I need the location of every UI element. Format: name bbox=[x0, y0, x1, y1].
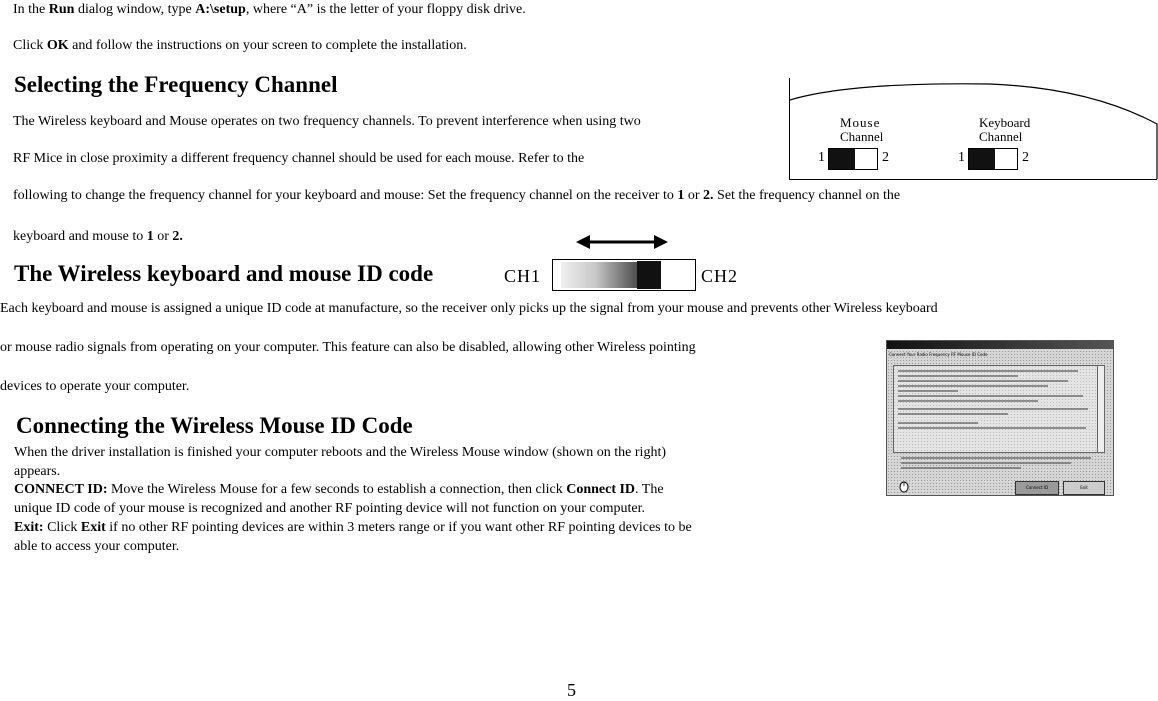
text-run: Click bbox=[43, 520, 81, 535]
intro-line-1 bbox=[13, 2, 526, 18]
connect-line-1: When the driver installation is finished your computer reboots and the Wireless Mouse window (shown on the right) bbox=[14, 445, 666, 460]
label-text: Mouse bbox=[840, 115, 881, 130]
label-text: Channel bbox=[979, 129, 1023, 144]
dialog-instructions-panel bbox=[893, 365, 1105, 453]
keyboard-ch-2: 2 bbox=[1022, 150, 1029, 165]
mouse-icon bbox=[897, 479, 911, 493]
connect-line-3 bbox=[14, 482, 664, 498]
id-line-2: or mouse radio signals from operating on your computer. This feature can also be disabled, allowing other Wireless pointing bbox=[0, 340, 696, 355]
text-run: Move the Wireless Mouse for a few seconds to establish a connection, then click bbox=[107, 482, 567, 497]
exit-keyword: Exit bbox=[80, 520, 106, 535]
exit-term: Exit: bbox=[14, 520, 44, 535]
connect-id-term: CONNECT ID: bbox=[14, 482, 108, 497]
ch1-label: CH1 bbox=[504, 266, 542, 286]
run-keyword: Run bbox=[48, 2, 75, 17]
wireless-mouse-dialog-screenshot bbox=[886, 340, 1114, 496]
text-run: 1 bbox=[677, 188, 685, 203]
text-run: and follow the instructions on your screen to complete the installation. bbox=[68, 38, 467, 53]
dialog-checkbox-row bbox=[893, 453, 1103, 475]
connect-id-keyword: Connect ID bbox=[566, 482, 636, 497]
text-run: In the bbox=[13, 2, 49, 17]
text-run: 2. bbox=[172, 229, 183, 244]
connect-line-6: able to access your computer. bbox=[14, 539, 180, 554]
mouse-channel-switch bbox=[828, 148, 878, 170]
text-run: Set the frequency channel on the bbox=[713, 188, 901, 203]
mouse-ch-1: 1 bbox=[818, 150, 825, 165]
text-run: 2. bbox=[703, 188, 714, 203]
text-run: , where “A” is the letter of your floppy disk drive. bbox=[245, 2, 526, 17]
heading-connect: Connecting the Wireless Mouse ID Code bbox=[16, 413, 413, 438]
mouse-ch-2: 2 bbox=[882, 150, 889, 165]
text-run: if no other RF pointing devices are within 3 meters range or if you want other RF pointing devices to be bbox=[105, 520, 692, 535]
connect-line-5 bbox=[14, 520, 692, 536]
ch2-label: CH2 bbox=[701, 266, 739, 286]
heading-frequency: Selecting the Frequency Channel bbox=[14, 72, 338, 97]
text-run: dialog window, type bbox=[74, 2, 196, 17]
text-run: . The bbox=[635, 482, 664, 497]
freq-line-4 bbox=[13, 229, 183, 245]
page-number: 5 bbox=[567, 680, 576, 700]
keyboard-ch-1: 1 bbox=[958, 150, 965, 165]
id-line-3: devices to operate your computer. bbox=[0, 379, 190, 394]
freq-line-1: The Wireless keyboard and Mouse operates on two frequency channels. To prevent interference when using two bbox=[13, 114, 641, 129]
keyboard-channel-label bbox=[979, 116, 1030, 144]
connect-line-4: unique ID code of your mouse is recognized and another RF pointing device will not function on your computer. bbox=[14, 501, 646, 516]
text-run: Click bbox=[13, 38, 47, 53]
exit-button: Exit bbox=[1063, 481, 1105, 495]
freq-line-3 bbox=[13, 188, 900, 204]
dialog-title: Connect Your Radio Frequency RF Mouse ID Code bbox=[889, 352, 988, 357]
text-run: or bbox=[153, 229, 173, 244]
text-run: or bbox=[684, 188, 704, 203]
freq-line-2: RF Mice in close proximity a different frequency channel should be used for each mouse. Refer to the bbox=[13, 151, 585, 166]
ok-keyword: OK bbox=[46, 38, 69, 53]
mouse-channel-label bbox=[840, 116, 883, 144]
label-text: Keyboard bbox=[979, 115, 1031, 130]
id-line-1: Each keyboard and mouse is assigned a unique ID code at manufacture, so the receiver only picks up the signal from your mouse and prevents other Wireless keyboard bbox=[0, 301, 938, 316]
dialog-titlebar bbox=[887, 341, 1113, 349]
connect-id-button: Connect ID bbox=[1015, 481, 1059, 495]
text-run: keyboard and mouse to bbox=[13, 229, 147, 244]
id-code-switch bbox=[552, 259, 696, 291]
text-run: following to change the frequency channel for your keyboard and mouse: Set the frequency channel on the receiver to bbox=[13, 188, 678, 203]
double-arrow-icon bbox=[576, 233, 668, 251]
connect-line-2: appears. bbox=[14, 464, 61, 479]
dialog-scrollbar bbox=[1097, 366, 1104, 452]
frequency-channel-figure bbox=[789, 78, 1157, 180]
heading-id-code: The Wireless keyboard and mouse ID code bbox=[14, 261, 434, 286]
label-text: Channel bbox=[840, 129, 884, 144]
setup-command: A:\setup bbox=[195, 2, 246, 17]
intro-line-2 bbox=[13, 38, 467, 54]
keyboard-channel-switch bbox=[968, 148, 1018, 170]
text-run: 1 bbox=[146, 229, 154, 244]
